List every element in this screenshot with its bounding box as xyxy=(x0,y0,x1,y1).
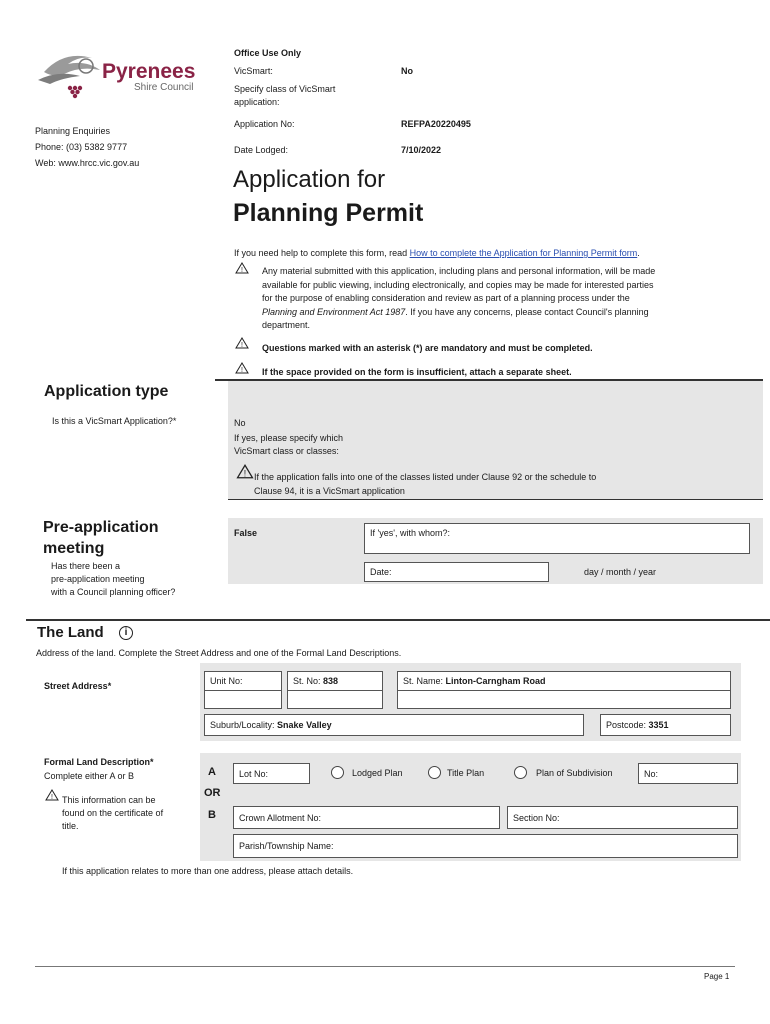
office-appno-value: REFPA20220495 xyxy=(401,119,471,129)
street-name-text xyxy=(403,676,546,686)
privacy-note-line: Any material submitted with this application, including plans and personal information, will be made xyxy=(262,266,656,276)
formal-note-3: title. xyxy=(62,821,79,831)
logo-subtitle: Shire Council xyxy=(134,82,194,93)
postcode-label: Postcode: xyxy=(606,720,649,730)
vicsmart-specify-label-1: If yes, please specify which xyxy=(234,433,344,443)
lot-no-field[interactable] xyxy=(233,763,310,784)
plan-no-field[interactable] xyxy=(638,763,738,784)
lot-no-label: Lot No: xyxy=(239,769,269,779)
formal-note-1: This information can be xyxy=(62,795,156,805)
postcode-value: 3351 xyxy=(648,720,669,730)
formal-sub: Complete either A or B xyxy=(44,771,135,781)
unit-no-field[interactable] xyxy=(204,671,282,691)
parish-field[interactable] xyxy=(233,834,738,858)
page-number: Page 1 xyxy=(704,972,730,981)
section-divider xyxy=(26,619,770,621)
lodged-plan-label: Lodged Plan xyxy=(352,768,403,778)
section-no-field[interactable] xyxy=(507,806,738,829)
preapp-date-field[interactable] xyxy=(364,562,549,582)
office-heading: Office Use Only xyxy=(234,48,302,58)
warning-icon xyxy=(235,362,249,374)
crown-allotment-field[interactable] xyxy=(233,806,500,829)
privacy-note-line: available for public viewing, including electronically, and copies may be made for interested parties xyxy=(262,279,654,290)
parish-label: Parish/Township Name: xyxy=(239,841,334,851)
privacy-note-line: department. xyxy=(262,320,311,330)
lodged-plan-radio[interactable] xyxy=(331,766,344,779)
preapp-heading-2: meeting xyxy=(43,540,105,557)
land-heading: The Land xyxy=(37,624,104,641)
preapp-date-hint: day / month / year xyxy=(584,567,657,577)
street-name-label: St. Name: xyxy=(403,676,446,686)
street-name-input[interactable] xyxy=(397,690,731,709)
vicsmart-note-1: If the application falls into one of the classes listed under Clause 92 or the schedule to xyxy=(254,472,597,482)
office-appno-label: Application No: xyxy=(234,119,295,129)
vicsmart-specify-label-2: VicSmart class or classes: xyxy=(234,446,339,456)
street-no-text xyxy=(293,676,338,686)
warning-icon xyxy=(235,262,249,274)
help-prefix: If you need help to complete this form, read xyxy=(234,248,410,258)
svg-text:!: ! xyxy=(241,267,243,274)
section-divider xyxy=(228,499,763,500)
option-a-letter: A xyxy=(208,766,216,778)
street-name-value: Linton-Carngham Road xyxy=(445,676,546,686)
title-line-2: Planning Permit xyxy=(233,199,424,227)
help-suffix: . xyxy=(637,248,640,258)
contact-enquiries: Planning Enquiries xyxy=(35,126,111,136)
preapp-question-1: Has there been a xyxy=(51,561,121,571)
help-link[interactable]: How to complete the Application for Planning Permit form xyxy=(409,248,638,258)
crown-allotment-label: Crown Allotment No: xyxy=(239,813,322,823)
app-type-question: Is this a VicSmart Application?* xyxy=(52,416,177,426)
formal-note-2: found on the certificate of xyxy=(62,808,164,818)
privacy-note-line: for the purpose of enabling consideration and review as part of a planning process under the xyxy=(262,293,630,303)
warning-icon xyxy=(236,464,254,479)
suburb-label: Suburb/Locality: xyxy=(210,720,278,730)
contact-phone: Phone: (03) 5382 9777 xyxy=(35,142,128,152)
logo-name: Pyrenees xyxy=(102,60,196,83)
contact-web: Web: www.hrcc.vic.gov.au xyxy=(35,158,140,168)
office-class-label-2: application: xyxy=(234,97,280,107)
option-b-letter: B xyxy=(208,809,216,821)
street-no-input[interactable] xyxy=(287,690,383,709)
office-vicsmart-value: No xyxy=(401,66,413,76)
info-icon-glyph: i xyxy=(124,627,128,638)
vicsmart-note-2: Clause 94, it is a VicSmart application xyxy=(254,486,405,496)
street-no-value: 838 xyxy=(323,676,339,686)
svg-text:!: ! xyxy=(243,468,247,479)
footer-divider xyxy=(35,966,735,967)
plan-of-subdivision-label: Plan of Subdivision xyxy=(536,768,613,778)
title-plan-radio[interactable] xyxy=(428,766,441,779)
office-vicsmart-label: VicSmart: xyxy=(234,66,273,76)
street-name-field[interactable] xyxy=(397,671,731,691)
suburb-field[interactable] xyxy=(204,714,584,736)
preapp-answer[interactable]: False xyxy=(234,528,258,538)
land-intro: Address of the land. Complete the Street Address and one of the Formal Land Descriptions. xyxy=(36,648,402,658)
unit-no-label: Unit No: xyxy=(210,676,243,686)
office-lodged-value: 7/10/2022 xyxy=(401,145,442,155)
more-address-note: If this application relates to more than one address, please attach details. xyxy=(62,866,354,876)
plan-of-subdivision-radio[interactable] xyxy=(514,766,527,779)
svg-text:!: ! xyxy=(51,794,53,801)
privacy-note-line xyxy=(262,306,655,320)
preapp-date-label: Date: xyxy=(370,567,392,577)
street-label: Street Address* xyxy=(44,681,112,691)
vicsmart-answer[interactable]: No xyxy=(234,418,246,428)
street-no-field[interactable] xyxy=(287,671,383,691)
office-class-label-1: Specify class of VicSmart xyxy=(234,84,336,94)
formal-label: Formal Land Description* xyxy=(44,757,154,767)
privacy-note-rest: . If you have any concerns, please contact Council's planning xyxy=(405,306,649,317)
mandatory-note: Questions marked with an asterisk (*) are mandatory and must be completed. xyxy=(262,343,593,353)
svg-text:!: ! xyxy=(241,367,243,374)
preapp-whom-field[interactable] xyxy=(364,523,750,554)
suburb-value: Snake Valley xyxy=(277,720,332,730)
title-plan-label: Title Plan xyxy=(447,768,485,778)
app-type-heading: Application type xyxy=(44,383,169,400)
warning-icon xyxy=(235,337,249,349)
preapp-heading-1: Pre-application xyxy=(43,519,159,536)
office-lodged-label: Date Lodged: xyxy=(234,145,289,155)
section-no-label: Section No: xyxy=(513,813,560,823)
help-text xyxy=(234,248,640,258)
preapp-question-3: with a Council planning officer? xyxy=(51,587,176,597)
postcode-text xyxy=(606,720,669,730)
or-text: OR xyxy=(204,787,221,799)
council-logo xyxy=(34,44,204,106)
preapp-whom-label: If 'yes', with whom?: xyxy=(370,528,450,538)
warning-icon xyxy=(45,789,59,801)
preapp-question-2: pre-application meeting xyxy=(51,574,145,584)
plan-no-label: No: xyxy=(644,769,659,779)
privacy-note xyxy=(262,265,655,333)
street-no-label: St. No: xyxy=(293,676,324,686)
space-note: If the space provided on the form is insufficient, attach a separate sheet. xyxy=(262,367,572,377)
act-name: Planning and Environment Act 1987 xyxy=(262,306,406,317)
unit-no-input[interactable] xyxy=(204,690,282,709)
info-icon xyxy=(119,626,133,640)
title-line-1: Application for xyxy=(233,166,386,193)
postcode-field[interactable] xyxy=(600,714,731,736)
svg-text:!: ! xyxy=(241,342,243,349)
suburb-text xyxy=(210,720,332,730)
